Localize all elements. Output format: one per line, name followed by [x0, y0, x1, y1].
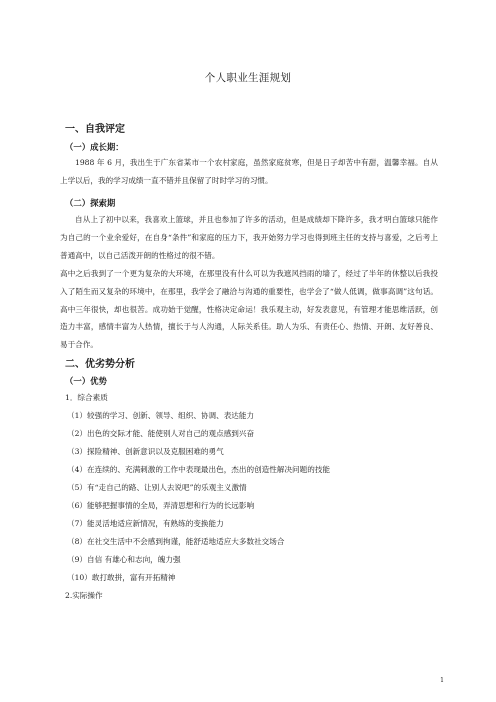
- section-heading: 一、自我评定: [65, 124, 125, 135]
- list-item: （5）有“走自己的路、让别人去说吧”的乐观主义激情: [67, 483, 247, 492]
- paragraph: 高中之后我到了一个更为复杂的大环境，在那里没有什么可以为我遮风挡雨的墙了，经过了半年的休整以后我投入了陌生而又复杂的环境中，在那里，我学会了融洽与沟通的重要性，也学会了“做人低调，做事高调”这句话。高中三年很快，却也很苦。成功始于觉醒，性格决定命运！我乐观主动，好发表意见，有管理才能思维活跃，创造力丰富，感情丰富为人热情，擅长于与人沟通，人际关系佳。助人为乐、有责任心、热情、开朗、友好善良、易于合作。: [60, 269, 438, 350]
- subsection-heading: （一）优势: [65, 376, 107, 386]
- paragraph: 自从上了初中以来，我喜欢上篮球，并且也参加了许多的活动，但是成绩却下降许多，我才明白篮球只能作为自己的一个业余爱好，在自身“条件”和家庭的压力下，我开始努力学习也得到班主任的支持与喜爱，之后考上普通高中，以自己活泼开朗的性格过的很不错。: [60, 215, 438, 260]
- list-item: （1）较强的学习、创新、领导、组织、协调、表达能力: [67, 411, 255, 420]
- list-item: （8）在社交生活中不会感到拘谨，能舒适地适应大多数社交场合: [67, 537, 285, 546]
- paragraph: 1988 年 6 月，我出生于广东省某市一个农村家庭，虽然家庭贫寒，但是日子却苦中有甜，温馨幸福。自从上学以后，我的学习成绩一直不错并且保留了时时学习的习惯。: [60, 158, 438, 185]
- list-item: （4）在连续的、充满刺激的工作中表现最出色，杰出的创造性解决问题的技能: [67, 465, 331, 474]
- list-item: （10）敢打敢拼，富有开拓精神: [67, 573, 176, 582]
- page-title: 个人职业生涯规划: [204, 72, 292, 84]
- list-item: （3）探险精神、创新意识以及克服困难的勇气: [67, 447, 224, 456]
- list-item: （9）自信 有雄心和志向，魄力强: [67, 555, 181, 564]
- list-item: （2）出色的交际才能、能使别人对自己的观点感到兴奋: [67, 429, 255, 438]
- section-heading: 二、优劣势分析: [65, 359, 135, 370]
- subsection-heading: （二）探索期: [65, 198, 116, 208]
- list-item: （7）能灵活地适应新情况，有熟练的变换能力: [67, 519, 224, 528]
- list-title: 1．综合素质: [65, 393, 108, 402]
- list-title: 2.实际操作: [65, 591, 103, 600]
- list-item: （6）能够把握事情的全局，弄清思想和行为的长远影响: [67, 501, 255, 510]
- subsection-heading: （一）成长期：: [65, 142, 124, 152]
- page-number: 1: [440, 677, 444, 684]
